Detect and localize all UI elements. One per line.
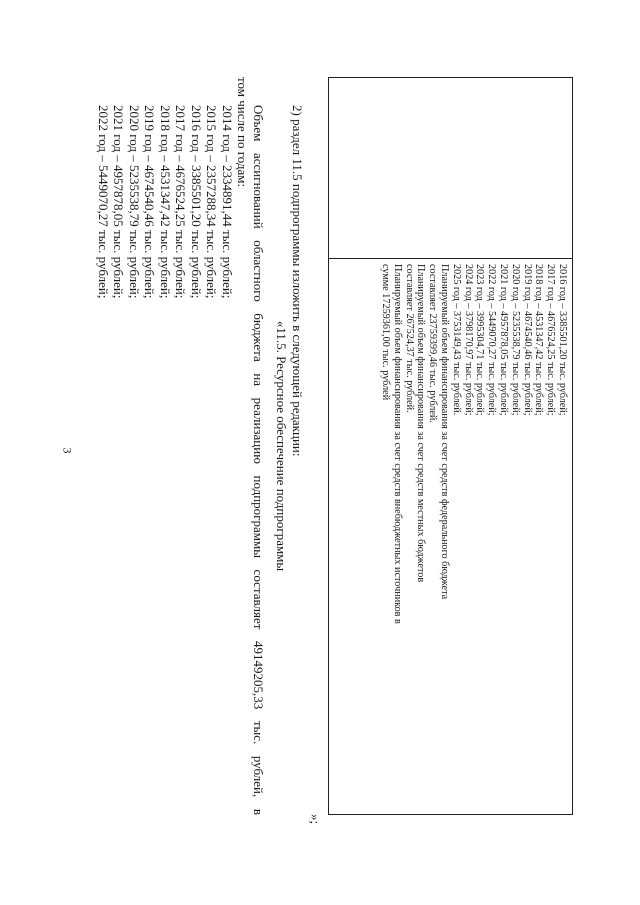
year-line: 2020 год – 5235538,79 тыс. рублей;: [127, 105, 142, 299]
financing-table: [328, 77, 573, 815]
table-column-divider: [329, 258, 572, 259]
table-line: 2021 год – 4957878,05 тыс. рублей;: [498, 264, 510, 416]
table-line: 2023 год – 3995304,71 тыс. рублей;: [474, 264, 486, 416]
rotated-page-content: [96, 77, 573, 825]
year-line: 2016 год – 3385501,20 тыс. рублей;: [189, 105, 204, 299]
table-end-mark: »;: [308, 814, 323, 825]
table-cell-financing: [379, 264, 568, 812]
year-line: 2018 год – 4531347,42 тыс. рублей;: [158, 105, 173, 299]
year-line: 2019 год – 4674540,46 тыс. рублей;: [142, 105, 158, 299]
table-line: 2020 год – 5235538,79 тыс. рублей;: [509, 264, 521, 416]
table-line: Планируемый объем финансирования за счет средств внебюджетных источников в: [391, 264, 403, 624]
table-line: 2016 год – 3385501,20 тыс. рублей;: [557, 264, 568, 416]
year-line: 2021 год – 4957878,05 тыс. рублей;: [111, 105, 127, 299]
section-heading: «11.5. Ресурсное обеспечение подпрограммы: [274, 320, 290, 572]
page-number: 3: [60, 447, 75, 454]
paragraph-first-line: Объем ассигнований областного бюджета на реализацию подпрограммы составляет 49149205,33 тыс. рублей, в: [251, 105, 266, 815]
table-line: 2018 год – 4531347,42 тыс. рублей;: [533, 264, 545, 416]
table-line: Планируемый объем финансирования за счет средств федерального бюджета: [439, 264, 451, 600]
year-line: 2015 год – 2357288,34 тыс. рублей;: [204, 105, 220, 299]
table-line: сумме 17259361,00 тыс. рублей: [380, 264, 392, 401]
year-line: 2014 год – 2334891,44 тыс. рублей;: [220, 105, 235, 299]
table-line: составляет 267524,37 тыс. рублей.: [403, 264, 415, 413]
year-line: 2022 год – 5449070,27 тыс. рублей;: [96, 105, 111, 299]
year-line: 2017 год – 4676524,25 тыс. рублей;: [173, 105, 189, 299]
table-line: 2024 год – 3798170,97 тыс. рублей;: [462, 264, 474, 416]
section-intro: 2) раздел 11.5 подпрограммы изложить в следующей редакции:: [290, 105, 305, 457]
paragraph-second-line: том числе по годам:: [235, 77, 251, 188]
table-line: Планируемый объем финансирования за счет средств местных бюджетов: [415, 264, 427, 583]
table-line: составляет 23759399,46 тыс. рублей.: [427, 264, 439, 423]
table-line: 2017 год – 4676524,25 тыс. рублей;: [545, 264, 557, 416]
table-line: 2019 год – 4674540,46 тыс. рублей;: [521, 264, 533, 416]
table-line: 2022 год – 5449070,27 тыс. рублей;: [486, 264, 498, 416]
table-line: 2025 год – 3753149,43 тыс. рублей.: [450, 264, 462, 416]
document-body: [96, 77, 306, 815]
